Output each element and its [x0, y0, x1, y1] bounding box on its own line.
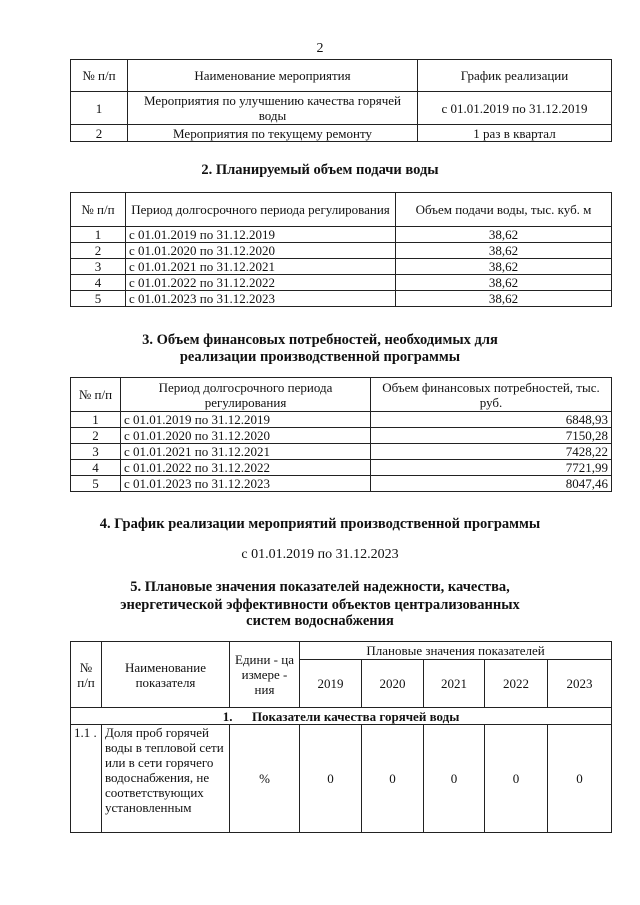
table-cell: с 01.01.2019 по 31.12.2019 — [121, 412, 371, 428]
table-header: Наименование мероприятия — [128, 60, 418, 92]
table-header: № п/п — [71, 642, 102, 708]
subsection-title: 1. Показатели качества горячей воды — [71, 708, 612, 725]
table-cell: Мероприятия по улучшению качества горячей воды — [128, 92, 418, 125]
table-cell: с 01.01.2019 по 31.12.2019 — [418, 92, 612, 125]
table-cell: 1 — [71, 412, 121, 428]
section-4-title: 4. График реализации мероприятий производственной программы — [99, 516, 541, 532]
table-cell: 38,62 — [396, 275, 612, 291]
table-header: График реализации — [418, 60, 612, 92]
section-3-title-line-2: реализации производственной программы — [179, 349, 461, 365]
table-cell: 1 раз в квартал — [418, 125, 612, 142]
table-cell: 38,62 — [396, 259, 612, 275]
year-header: 2020 — [362, 660, 424, 708]
table-cell: 5 — [71, 291, 126, 307]
table-header: № п/п — [71, 60, 128, 92]
table-cell: 4 — [71, 460, 121, 476]
table-cell: 5 — [71, 476, 121, 492]
table-cell: 3 — [71, 259, 126, 275]
table-cell: 2 — [71, 428, 121, 444]
year-header: 2023 — [548, 660, 612, 708]
table-cell: 0 — [300, 725, 362, 833]
table-header: Объем финансовых потребностей, тыс. руб. — [371, 378, 612, 412]
indicators-table — [70, 641, 612, 833]
table-cell: с 01.01.2021 по 31.12.2021 — [121, 444, 371, 460]
table-header: Период долгосрочного периода регулирования — [126, 193, 396, 227]
table-cell: 38,62 — [396, 243, 612, 259]
table-header: Объем подачи воды, тыс. куб. м — [396, 193, 612, 227]
table-cell: 1 — [71, 92, 128, 125]
table-cell: 3 — [71, 444, 121, 460]
table-cell: с 01.01.2023 по 31.12.2023 — [121, 476, 371, 492]
table-cell: 4 — [71, 275, 126, 291]
table-header: Наименование показателя — [102, 642, 230, 708]
water-volume-table — [70, 192, 612, 307]
measures-table — [70, 59, 612, 142]
table-cell: 2 — [71, 125, 128, 142]
table-cell: с 01.01.2021 по 31.12.2021 — [126, 259, 396, 275]
table-cell: с 01.01.2022 по 31.12.2022 — [121, 460, 371, 476]
table-cell: 6848,93 — [371, 412, 612, 428]
section-5-title-line-2: энергетической эффективности объектов централизованных — [120, 597, 520, 613]
table-header: № п/п — [71, 193, 126, 227]
table-cell: 0 — [548, 725, 612, 833]
table-cell: 1.1 . — [71, 725, 102, 833]
table-cell: 38,62 — [396, 227, 612, 243]
year-header: 2021 — [424, 660, 485, 708]
table-cell: 7428,22 — [371, 444, 612, 460]
table-cell: Мероприятия по текущему ремонту — [128, 125, 418, 142]
table-cell: 1 — [71, 227, 126, 243]
table-cell: 38,62 — [396, 291, 612, 307]
section-5-title-line-3: систем водоснабжения — [246, 613, 394, 629]
section-5-title-line-1: 5. Плановые значения показателей надежности, качества, — [130, 579, 510, 595]
table-cell: 0 — [362, 725, 424, 833]
table-cell: с 01.01.2019 по 31.12.2019 — [126, 227, 396, 243]
table-cell: с 01.01.2022 по 31.12.2022 — [126, 275, 396, 291]
section-4-period: с 01.01.2019 по 31.12.2023 — [241, 547, 399, 562]
table-header: Период долгосрочного периода регулирования — [121, 378, 371, 412]
year-header: 2022 — [485, 660, 548, 708]
table-cell: 7150,28 — [371, 428, 612, 444]
table-cell: с 01.01.2023 по 31.12.2023 — [126, 291, 396, 307]
table-cell: с 01.01.2020 по 31.12.2020 — [126, 243, 396, 259]
table-header: Едини - ца измере - ния — [230, 642, 300, 708]
table-cell: % — [230, 725, 300, 833]
page-number: 2 — [316, 41, 324, 56]
year-header: 2019 — [300, 660, 362, 708]
table-cell: 8047,46 — [371, 476, 612, 492]
table-cell: с 01.01.2020 по 31.12.2020 — [121, 428, 371, 444]
table-cell: 0 — [485, 725, 548, 833]
section-2-title: 2. Планируемый объем подачи воды — [201, 162, 439, 178]
table-header: № п/п — [71, 378, 121, 412]
financial-needs-table — [70, 377, 612, 492]
table-cell: 0 — [424, 725, 485, 833]
table-cell: 7721,99 — [371, 460, 612, 476]
table-cell: Доля проб горячей воды в тепловой сети или в сети горячего водоснабжения, не соответствующих установленным — [102, 725, 230, 833]
table-cell: 2 — [71, 243, 126, 259]
section-3-title-line-1: 3. Объем финансовых потребностей, необходимых для — [142, 332, 498, 348]
table-header: Плановые значения показателей — [300, 642, 612, 660]
